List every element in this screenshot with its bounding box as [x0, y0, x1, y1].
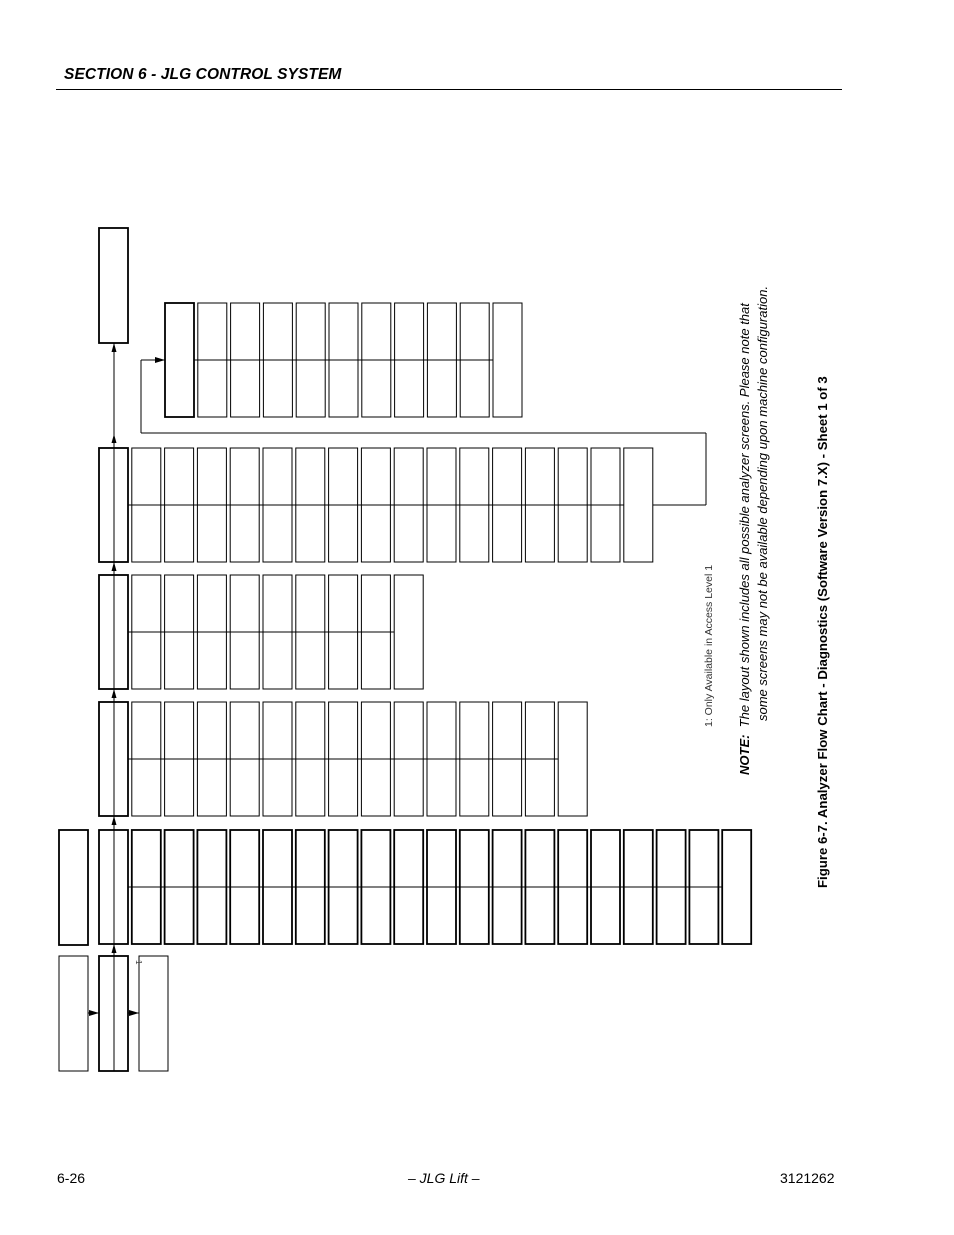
page-number: 6-26 — [57, 1170, 86, 1186]
footnote: 1: Only Available in Access Level 1 — [703, 564, 715, 727]
screen-box — [493, 303, 522, 417]
note-label: NOTE: — [737, 734, 752, 775]
note-text-1: The layout shown includes all possible analyzer screens. Please note that — [737, 303, 752, 728]
access-level-box — [139, 956, 168, 1071]
screen-box — [394, 575, 423, 689]
left-box-lower — [59, 956, 88, 1071]
up-arrow — [112, 343, 117, 352]
top-box — [99, 228, 128, 343]
up-arrow — [112, 689, 117, 698]
screen-boxes — [59, 228, 751, 1071]
access-level-marker: 1 — [134, 960, 143, 965]
screen-box — [165, 303, 194, 417]
up-arrow — [112, 816, 117, 825]
section-title: SECTION 6 - JLG CONTROL SYSTEM — [64, 66, 342, 83]
note-line-1 — [737, 303, 752, 775]
screen-box — [624, 448, 653, 562]
doc-number: 3121262 — [780, 1170, 835, 1186]
screen-box — [722, 830, 751, 944]
screen-box — [558, 702, 587, 816]
up-arrow — [112, 434, 117, 443]
figure-caption: Figure 6-7. Analyzer Flow Chart - Diagnostics (Software Version 7.X) - Sheet 1 of 3 — [815, 376, 830, 888]
footer-center: – JLG Lift – — [408, 1170, 480, 1186]
up-arrow — [112, 562, 117, 571]
left-box-upper — [59, 830, 88, 945]
right-arrow — [129, 1010, 139, 1016]
right-arrow — [155, 357, 165, 363]
note-line-2: some screens may not be available depending upon machine configuration. — [755, 285, 770, 721]
right-arrow — [89, 1010, 99, 1016]
up-arrow — [112, 944, 117, 953]
